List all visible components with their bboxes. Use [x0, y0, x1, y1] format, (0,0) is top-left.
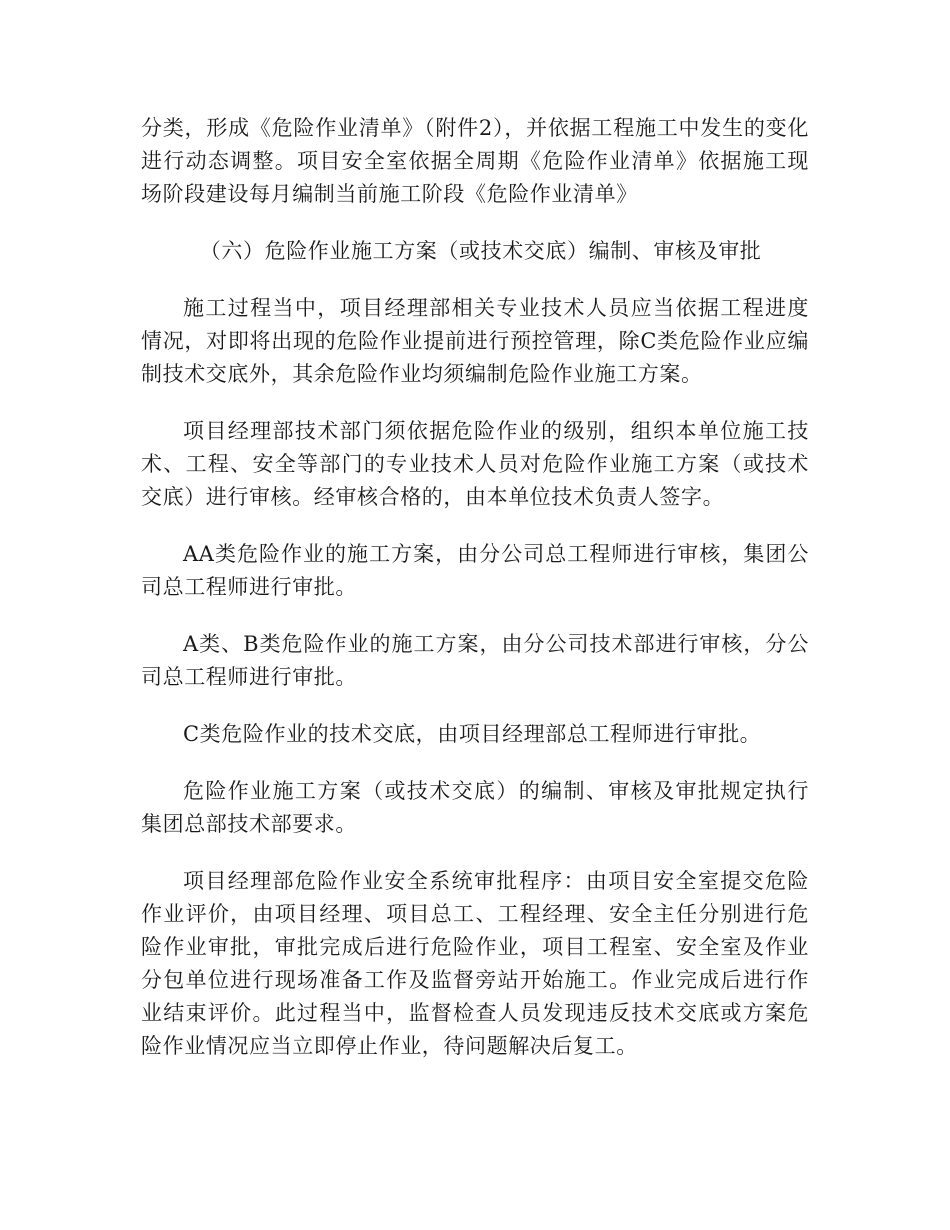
paragraph-continuation: 分类，形成《危险作业清单》（附件2），并依据工程施工中发生的变化进行动态调整。项目安全室依据全周期《危险作业清单》依据施工现场阶段建设每月编制当前施工阶段《危险作业清单》 — [141, 116, 809, 206]
paragraph: 项目经理部技术部门须依据危险作业的级别，组织本单位施工技术、工程、安全等部门的专业技术人员对危险作业施工方案（或技术交底）进行审核。经审核合格的，由本单位技术负责人签字。 — [141, 419, 809, 509]
paragraph: A类、B类危险作业的施工方案，由分公司技术部进行审核，分公司总工程师进行审批。 — [141, 632, 809, 689]
document-body — [141, 112, 809, 1087]
paragraph: 施工过程当中，项目经理部相关专业技术人员应当依据工程进度情况，对即将出现的危险作业提前进行预控管理，除C类危险作业应编制技术交底外，其余危险作业均须编制危险作业施工方案。 — [141, 296, 809, 386]
paragraph: C类危险作业的技术交底，由项目经理部总工程师进行审批。 — [183, 722, 762, 746]
paragraph: 危险作业施工方案（或技术交底）的编制、审核及审批规定执行集团总部技术部要求。 — [141, 779, 809, 836]
section-heading: （六）危险作业施工方案（或技术交底）编制、审核及审批 — [199, 239, 762, 263]
paragraph: 项目经理部危险作业安全系统审批程序：由项目安全室提交危险作业评价，由项目经理、项目总工、工程经理、安全主任分别进行危险作业审批，审批完成后进行危险作业，项目工程室、安全室及作业分包单位进行现场准备工作及监督旁站开始施工。作业完成后进行作业结束评价。此过程当中，监督检查人员发现违反技术交底或方案危险作业情况应当立即停止作业，待问题解决后复工。 — [141, 869, 809, 1058]
paragraph: AA类危险作业的施工方案，由分公司总工程师进行审核，集团公司总工程师进行审批。 — [141, 542, 809, 599]
